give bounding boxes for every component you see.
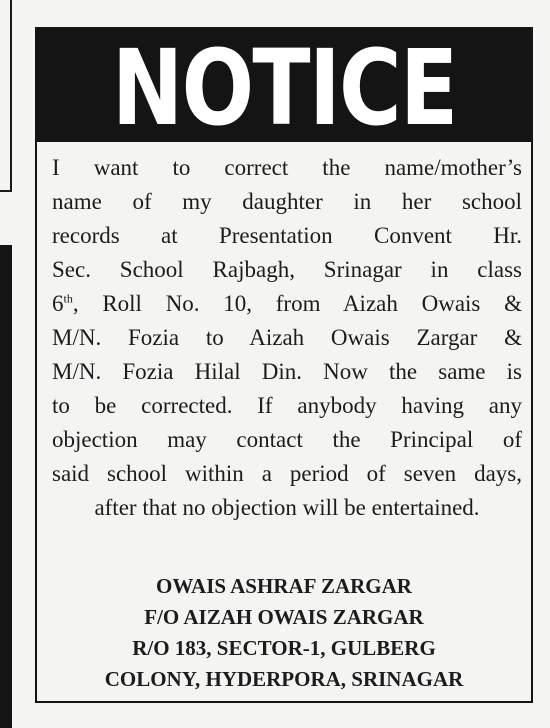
class-number: 6 [52, 291, 64, 316]
body-line: after that no objection will be entertained. [94, 495, 480, 520]
body-line: name of my daughter in her school [52, 189, 522, 214]
signatory-address-2: COLONY, HYDERPORA, SRINAGAR [104, 667, 464, 691]
body-line: to be corrected. If anybody having any [52, 393, 522, 418]
body-line: objection may contact the Principal of [52, 427, 522, 452]
notice-title: NOTICE [111, 26, 457, 149]
body-line: M/N. Fozia to Aizah Owais Zargar & [52, 325, 522, 350]
body-line: records at Presentation Convent Hr. [52, 223, 522, 248]
signatory-relation: F/O AIZAH OWAIS ZARGAR [144, 605, 424, 629]
body-line: M/N. Fozia Hilal Din. Now the same is [52, 359, 522, 384]
signatory-name: OWAIS ASHRAF ZARGAR [156, 574, 412, 598]
body-line: I want to correct the name/mother’s [52, 155, 522, 180]
body-line-class-roll [52, 287, 522, 321]
adjacent-ad-dark-edge [0, 245, 12, 728]
notice-banner [37, 26, 531, 149]
body-line: said school within a period of seven days, [52, 461, 522, 486]
signatory-address-1: R/O 183, SECTOR-1, GULBERG [132, 636, 436, 660]
signature-block [37, 571, 531, 695]
notice-body [52, 151, 522, 525]
notice-box [35, 27, 533, 703]
roll-text: , Roll No. 10, from Aizah Owais & [72, 291, 522, 316]
body-line: Sec. School Rajbagh, Srinagar in class [52, 257, 522, 282]
adjacent-ad-border [0, 0, 12, 192]
ordinal-suffix: th [63, 291, 73, 306]
